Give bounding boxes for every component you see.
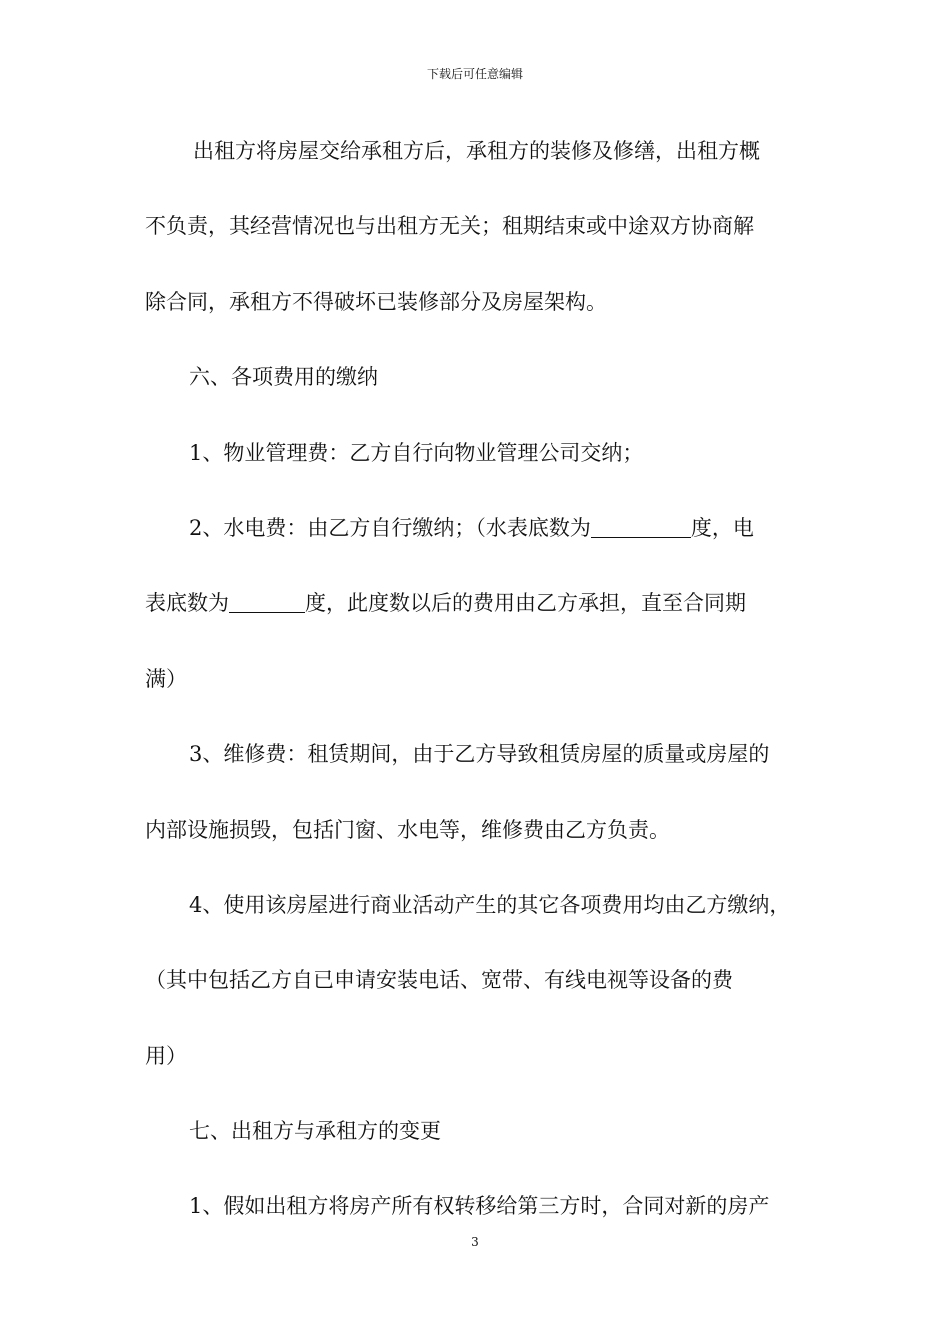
text-segment: 2、水电费：由乙方自行缴纳；（水表底数为 — [189, 515, 591, 540]
fill-in-blank-water — [591, 517, 691, 538]
page-header-note: 下载后可任意编辑 — [426, 67, 523, 81]
page-number: 3 — [471, 1235, 479, 1249]
text-line: 1、物业管理费：乙方自行向物业管理公司交纳； — [189, 440, 644, 465]
text-line-water-meter — [145, 509, 815, 547]
text-segment: 表底数为 — [145, 591, 229, 616]
document-body — [145, 132, 815, 1263]
text-segment: 度，电 — [690, 515, 754, 540]
text-line: 除合同，承租方不得破坏已装修部分及房屋架构。 — [145, 289, 607, 314]
text-line: 4、使用该房屋进行商业活动产生的其它各项费用均由乙方缴纳， — [189, 892, 791, 917]
section-heading-seven: 七、出租方与承租方的变更 — [189, 1119, 441, 1144]
text-line: 不负责，其经营情况也与出租方无关；租期结束或中途双方协商解 — [145, 214, 754, 239]
text-line: 满） — [145, 666, 187, 691]
fill-in-blank-electric — [229, 592, 305, 613]
text-line: （其中包括乙方自已申请安装电话、宽带、有线电视等设备的费 — [145, 968, 733, 993]
text-line: 出租方将房屋交给承租方后，承租方的装修及修缮，出租方概 — [193, 139, 760, 163]
text-line-electric-meter — [145, 584, 815, 622]
text-line: 1、假如出租方将房产所有权转移给第三方时，合同对新的房产 — [189, 1194, 770, 1219]
section-heading-six: 六、各项费用的缴纳 — [189, 365, 378, 390]
text-line: 3、维修费：租赁期间，由于乙方导致租赁房屋的质量或房屋的 — [189, 742, 770, 767]
text-segment: 度，此度数以后的费用由乙方承担，直至合同期 — [305, 591, 746, 616]
text-line: 用） — [145, 1043, 187, 1068]
text-line: 内部设施损毁，包括门窗、水电等，维修费由乙方负责。 — [145, 817, 670, 842]
